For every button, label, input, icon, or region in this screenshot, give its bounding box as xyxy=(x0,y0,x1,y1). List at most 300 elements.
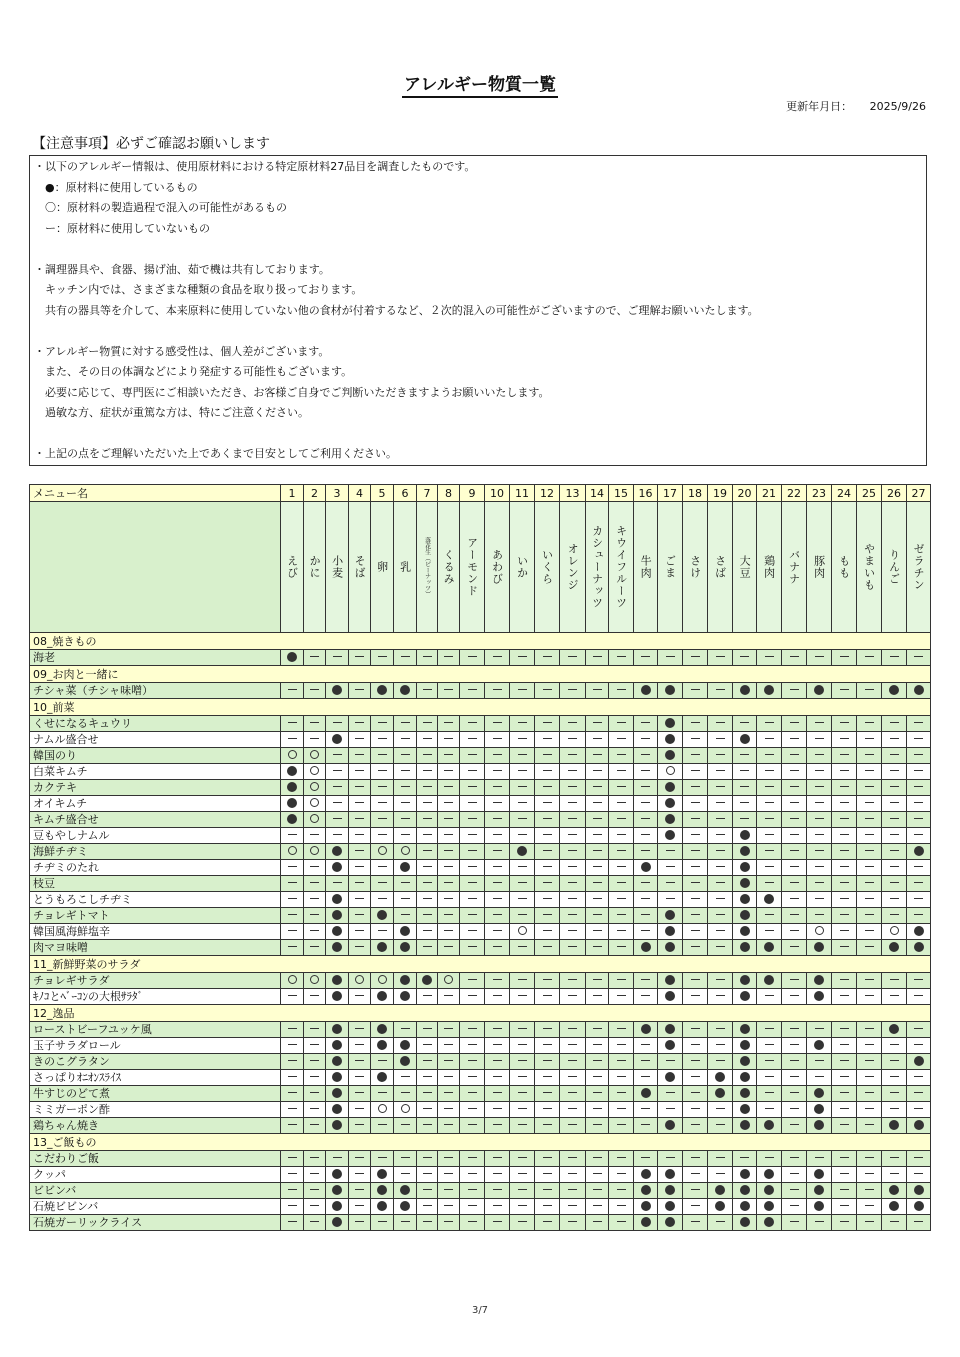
contains-mark xyxy=(332,1056,342,1066)
not-used-mark xyxy=(890,914,899,915)
not-used-mark xyxy=(765,995,774,996)
not-used-mark xyxy=(568,930,577,931)
not-used-mark xyxy=(518,882,527,883)
allergen-name: カシューナッツ xyxy=(590,525,604,609)
not-used-mark xyxy=(543,722,552,723)
allergen-cell xyxy=(807,973,832,989)
allergen-cell xyxy=(417,812,438,828)
menu-row xyxy=(30,989,931,1005)
contains-mark xyxy=(641,1088,651,1098)
not-used-mark xyxy=(716,995,725,996)
not-used-mark xyxy=(333,818,342,819)
allergen-cell xyxy=(371,924,394,940)
not-used-mark xyxy=(310,1221,319,1222)
contains-mark xyxy=(715,1201,725,1211)
allergen-cell xyxy=(394,1215,417,1231)
allergen-cell xyxy=(733,1070,757,1086)
allergen-name-cell xyxy=(510,502,535,633)
allergen-cell xyxy=(417,1038,438,1054)
allergen-cell xyxy=(733,1199,757,1215)
allergen-cell xyxy=(417,650,438,666)
contains-mark xyxy=(740,862,750,872)
allergen-cell xyxy=(326,1199,349,1215)
not-used-mark xyxy=(593,1205,602,1206)
not-used-mark xyxy=(568,866,577,867)
allergen-cell xyxy=(882,940,907,956)
not-used-mark xyxy=(468,882,477,883)
allergen-cell xyxy=(782,924,807,940)
not-used-mark xyxy=(543,786,552,787)
allergen-cell xyxy=(658,989,683,1005)
allergen-cell xyxy=(907,989,931,1005)
allergen-cell xyxy=(857,812,882,828)
not-used-mark xyxy=(765,834,774,835)
allergen-cell xyxy=(371,1167,394,1183)
not-used-mark xyxy=(593,722,602,723)
not-used-mark xyxy=(914,1221,923,1222)
contains-mark xyxy=(332,894,342,904)
not-used-mark xyxy=(423,786,432,787)
allergen-cell xyxy=(586,1038,609,1054)
not-used-mark xyxy=(355,1028,364,1029)
not-used-mark xyxy=(865,786,874,787)
allergen-cell xyxy=(349,1183,371,1199)
allergen-cell xyxy=(281,716,304,732)
not-used-mark xyxy=(423,738,432,739)
allergen-cell xyxy=(708,812,733,828)
allergen-cell xyxy=(394,844,417,860)
not-used-mark xyxy=(593,754,602,755)
not-used-mark xyxy=(518,802,527,803)
allergen-cell xyxy=(510,924,535,940)
allergen-cell xyxy=(510,780,535,796)
allergen-cell xyxy=(485,844,510,860)
allergen-cell xyxy=(510,716,535,732)
not-used-mark xyxy=(288,1189,297,1190)
not-used-mark xyxy=(815,786,824,787)
allergen-name: 落花生（ピーナッツ） xyxy=(423,537,431,597)
not-used-mark xyxy=(423,850,432,851)
not-used-mark xyxy=(914,754,923,755)
not-used-mark xyxy=(518,1092,527,1093)
notice-line: ・アレルギー物質に対する感受性は、個人差がございます。 xyxy=(34,344,330,358)
allergen-cell xyxy=(832,973,857,989)
not-used-mark xyxy=(493,995,502,996)
allergen-cell xyxy=(634,716,658,732)
allergen-cell xyxy=(882,748,907,764)
menu-row xyxy=(30,812,931,828)
contains-mark xyxy=(740,734,750,744)
not-used-mark xyxy=(333,882,342,883)
not-used-mark xyxy=(518,1060,527,1061)
allergen-name: あわび xyxy=(490,549,504,585)
not-used-mark xyxy=(518,1076,527,1077)
not-used-mark xyxy=(543,898,552,899)
contains-mark xyxy=(400,1201,410,1211)
not-used-mark xyxy=(568,946,577,947)
not-used-mark xyxy=(518,754,527,755)
not-used-mark xyxy=(444,1044,453,1045)
not-used-mark xyxy=(493,1173,502,1174)
menu-name: 石焼ビビンバ xyxy=(30,1199,281,1215)
category-label: 08_焼きもの xyxy=(30,633,931,650)
not-used-mark xyxy=(333,834,342,835)
allergen-cell xyxy=(658,796,683,812)
allergen-cell xyxy=(658,940,683,956)
not-used-mark xyxy=(815,754,824,755)
allergen-cell xyxy=(907,1038,931,1054)
not-used-mark xyxy=(691,866,700,867)
allergen-cell xyxy=(485,1070,510,1086)
not-used-mark xyxy=(568,689,577,690)
not-used-mark xyxy=(865,979,874,980)
not-used-mark xyxy=(691,722,700,723)
not-used-mark xyxy=(518,866,527,867)
not-used-mark xyxy=(401,1124,410,1125)
not-used-mark xyxy=(423,1028,432,1029)
allergen-cell xyxy=(510,1167,535,1183)
allergen-cell xyxy=(349,1215,371,1231)
allergen-cell xyxy=(417,1199,438,1215)
not-used-mark xyxy=(617,656,626,657)
contains-mark xyxy=(332,1088,342,1098)
not-used-mark xyxy=(765,930,774,931)
menu-row xyxy=(30,1086,931,1102)
menu-row xyxy=(30,1183,931,1199)
contains-mark xyxy=(814,942,824,952)
allergen-cell xyxy=(882,683,907,699)
allergen-cell xyxy=(683,860,708,876)
possible-mark xyxy=(378,1104,387,1113)
allergen-name: ゼラチン xyxy=(912,543,926,591)
allergen-cell xyxy=(882,1183,907,1199)
allergen-name: 豚肉 xyxy=(812,555,826,579)
not-used-mark xyxy=(890,722,899,723)
not-used-mark xyxy=(840,882,849,883)
allergen-cell xyxy=(281,973,304,989)
not-used-mark xyxy=(593,802,602,803)
allergen-cell xyxy=(535,924,560,940)
contains-mark xyxy=(665,798,675,808)
not-used-mark xyxy=(288,898,297,899)
not-used-mark xyxy=(815,1157,824,1158)
not-used-mark xyxy=(468,1189,477,1190)
not-used-mark xyxy=(840,946,849,947)
allergen-cell xyxy=(371,764,394,780)
allergen-cell xyxy=(349,1199,371,1215)
allergen-cell xyxy=(609,828,634,844)
allergen-cell xyxy=(326,924,349,940)
allergen-cell xyxy=(658,1118,683,1134)
not-used-mark xyxy=(468,770,477,771)
possible-mark xyxy=(310,766,319,775)
not-used-mark xyxy=(355,754,364,755)
not-used-mark xyxy=(815,802,824,803)
allergen-cell xyxy=(349,1167,371,1183)
notice-line: 過敏な方、症状が重篤な方は、特にご注意ください。 xyxy=(34,406,309,419)
allergen-cell xyxy=(438,844,460,860)
allergen-cell xyxy=(807,1054,832,1070)
not-used-mark xyxy=(468,689,477,690)
allergen-cell xyxy=(417,1070,438,1086)
allergen-cell xyxy=(609,892,634,908)
allergen-name: かに xyxy=(308,555,322,579)
allergen-cell xyxy=(658,1215,683,1231)
menu-name-header: メニュー名 xyxy=(30,485,281,502)
allergen-cell xyxy=(658,844,683,860)
allergen-cell xyxy=(510,796,535,812)
allergen-cell xyxy=(907,1183,931,1199)
allergen-cell xyxy=(438,989,460,1005)
allergen-cell xyxy=(757,780,782,796)
allergen-cell xyxy=(609,1054,634,1070)
not-used-mark xyxy=(865,656,874,657)
not-used-mark xyxy=(593,979,602,980)
notice-line: キッチン内では、さまざまな種類の食品を取り扱っております。 xyxy=(34,283,363,296)
allergen-cell xyxy=(304,1151,326,1167)
allergen-cell xyxy=(394,1054,417,1070)
allergen-cell xyxy=(349,732,371,748)
allergen-cell xyxy=(708,1054,733,1070)
category-row xyxy=(30,1005,931,1022)
not-used-mark xyxy=(288,914,297,915)
not-used-mark xyxy=(716,866,725,867)
allergen-cell xyxy=(371,1038,394,1054)
allergen-cell xyxy=(535,1215,560,1231)
allergen-cell xyxy=(304,650,326,666)
allergen-cell xyxy=(349,650,371,666)
menu-row xyxy=(30,1118,931,1134)
allergen-cell xyxy=(807,1183,832,1199)
allergen-cell xyxy=(326,716,349,732)
allergen-cell xyxy=(658,732,683,748)
not-used-mark xyxy=(790,722,799,723)
allergen-cell xyxy=(560,1199,586,1215)
allergen-cell xyxy=(485,860,510,876)
allergen-cell xyxy=(757,1118,782,1134)
not-used-mark xyxy=(914,818,923,819)
allergen-cell xyxy=(510,1086,535,1102)
allergen-cell xyxy=(708,1215,733,1231)
allergen-cell xyxy=(485,812,510,828)
allergen-cell xyxy=(634,1151,658,1167)
not-used-mark xyxy=(355,689,364,690)
allergen-cell xyxy=(733,860,757,876)
allergen-cell xyxy=(757,1070,782,1086)
allergen-cell xyxy=(733,764,757,780)
not-used-mark xyxy=(355,1044,364,1045)
category-label: 12_逸品 xyxy=(30,1005,931,1022)
not-used-mark xyxy=(444,834,453,835)
not-used-mark xyxy=(765,786,774,787)
contains-mark xyxy=(914,1201,924,1211)
not-used-mark xyxy=(444,1092,453,1093)
not-used-mark xyxy=(914,1028,923,1029)
allergen-cell xyxy=(349,1038,371,1054)
allergen-cell xyxy=(304,1070,326,1086)
not-used-mark xyxy=(790,770,799,771)
contains-mark xyxy=(740,685,750,695)
contains-mark xyxy=(641,862,651,872)
allergen-name-cell xyxy=(371,502,394,633)
possible-mark xyxy=(401,846,410,855)
not-used-mark xyxy=(543,1205,552,1206)
allergen-cell xyxy=(658,748,683,764)
allergen-cell xyxy=(634,1183,658,1199)
not-used-mark xyxy=(423,722,432,723)
menu-row xyxy=(30,940,931,956)
not-used-mark xyxy=(288,689,297,690)
contains-mark xyxy=(641,1217,651,1227)
allergen-cell xyxy=(438,1183,460,1199)
allergen-cell xyxy=(349,892,371,908)
allergen-cell xyxy=(733,1167,757,1183)
allergen-cell xyxy=(832,828,857,844)
not-used-mark xyxy=(641,1060,650,1061)
not-used-mark xyxy=(666,1108,675,1109)
not-used-mark xyxy=(355,850,364,851)
allergen-cell xyxy=(807,1038,832,1054)
allergen-cell xyxy=(438,1086,460,1102)
allergen-name: 小麦 xyxy=(330,555,344,579)
allergen-cell xyxy=(281,683,304,699)
allergen-cell xyxy=(586,780,609,796)
not-used-mark xyxy=(468,786,477,787)
contains-mark xyxy=(665,1120,675,1130)
allergen-cell xyxy=(485,1118,510,1134)
not-used-mark xyxy=(593,946,602,947)
menu-row xyxy=(30,973,931,989)
allergen-cell xyxy=(586,860,609,876)
not-used-mark xyxy=(641,656,650,657)
not-used-mark xyxy=(691,1060,700,1061)
not-used-mark xyxy=(423,1044,432,1045)
not-used-mark xyxy=(617,770,626,771)
allergen-cell xyxy=(485,1199,510,1215)
not-used-mark xyxy=(444,754,453,755)
not-used-mark xyxy=(716,1157,725,1158)
not-used-mark xyxy=(543,946,552,947)
possible-mark xyxy=(310,975,319,984)
contains-mark xyxy=(641,1185,651,1195)
allergen-cell xyxy=(832,1054,857,1070)
allergen-cell xyxy=(609,1086,634,1102)
not-used-mark xyxy=(641,1108,650,1109)
allergen-cell xyxy=(832,924,857,940)
allergen-cell xyxy=(708,1167,733,1183)
allergen-cell xyxy=(609,1183,634,1199)
allergen-cell xyxy=(349,844,371,860)
allergen-cell xyxy=(807,1102,832,1118)
not-used-mark xyxy=(765,802,774,803)
allergen-cell xyxy=(560,876,586,892)
allergen-cell xyxy=(586,683,609,699)
allergen-cell xyxy=(708,1199,733,1215)
allergen-cell xyxy=(281,1215,304,1231)
not-used-mark xyxy=(617,1157,626,1158)
not-used-mark xyxy=(468,818,477,819)
not-used-mark xyxy=(310,1108,319,1109)
not-used-mark xyxy=(378,1124,387,1125)
allergen-cell xyxy=(832,748,857,764)
allergen-cell xyxy=(658,860,683,876)
not-used-mark xyxy=(641,914,650,915)
contains-mark xyxy=(332,991,342,1001)
menu-row xyxy=(30,764,931,780)
not-used-mark xyxy=(691,1028,700,1029)
not-used-mark xyxy=(691,898,700,899)
allergen-cell xyxy=(857,1167,882,1183)
not-used-mark xyxy=(716,1221,725,1222)
allergen-cell xyxy=(733,940,757,956)
allergen-cell xyxy=(586,1167,609,1183)
not-used-mark xyxy=(865,834,874,835)
allergen-cell xyxy=(394,940,417,956)
allergen-cell xyxy=(708,1151,733,1167)
allergen-cell xyxy=(882,1102,907,1118)
allergen-cell xyxy=(782,764,807,780)
allergen-cell xyxy=(757,1183,782,1199)
allergen-cell xyxy=(560,1070,586,1086)
allergen-number: 7 xyxy=(417,485,438,502)
not-used-mark xyxy=(543,770,552,771)
allergen-cell xyxy=(857,1054,882,1070)
not-used-mark xyxy=(401,898,410,899)
not-used-mark xyxy=(790,689,799,690)
allergen-cell xyxy=(417,1151,438,1167)
menu-row xyxy=(30,732,931,748)
not-used-mark xyxy=(378,834,387,835)
allergen-cell xyxy=(857,828,882,844)
menu-name: 石焼ガーリックライス xyxy=(30,1215,281,1231)
allergen-cell xyxy=(371,683,394,699)
allergen-cell xyxy=(658,1102,683,1118)
allergen-cell xyxy=(510,1102,535,1118)
contains-mark xyxy=(641,1201,651,1211)
allergen-name-cell xyxy=(634,502,658,633)
allergen-cell xyxy=(560,716,586,732)
not-used-mark xyxy=(865,946,874,947)
contains-mark xyxy=(814,1040,824,1050)
allergen-cell xyxy=(510,1070,535,1086)
allergen-cell xyxy=(281,892,304,908)
allergen-cell xyxy=(510,1199,535,1215)
not-used-mark xyxy=(865,930,874,931)
not-used-mark xyxy=(593,1124,602,1125)
not-used-mark xyxy=(765,656,774,657)
allergen-cell xyxy=(609,1070,634,1086)
allergen-cell xyxy=(281,828,304,844)
allergen-cell xyxy=(658,1038,683,1054)
allergen-cell xyxy=(460,1118,485,1134)
not-used-mark xyxy=(493,722,502,723)
not-used-mark xyxy=(840,738,849,739)
allergen-cell xyxy=(609,940,634,956)
contains-mark xyxy=(400,1056,410,1066)
allergen-cell xyxy=(535,780,560,796)
allergen-cell xyxy=(349,828,371,844)
not-used-mark xyxy=(310,1124,319,1125)
allergen-name-cell xyxy=(281,502,304,633)
not-used-mark xyxy=(840,656,849,657)
allergen-cell xyxy=(609,1022,634,1038)
allergen-cell xyxy=(281,908,304,924)
not-used-mark xyxy=(568,738,577,739)
contains-mark xyxy=(764,1169,774,1179)
allergen-cell xyxy=(907,683,931,699)
allergen-cell xyxy=(535,650,560,666)
contains-mark xyxy=(400,1185,410,1195)
